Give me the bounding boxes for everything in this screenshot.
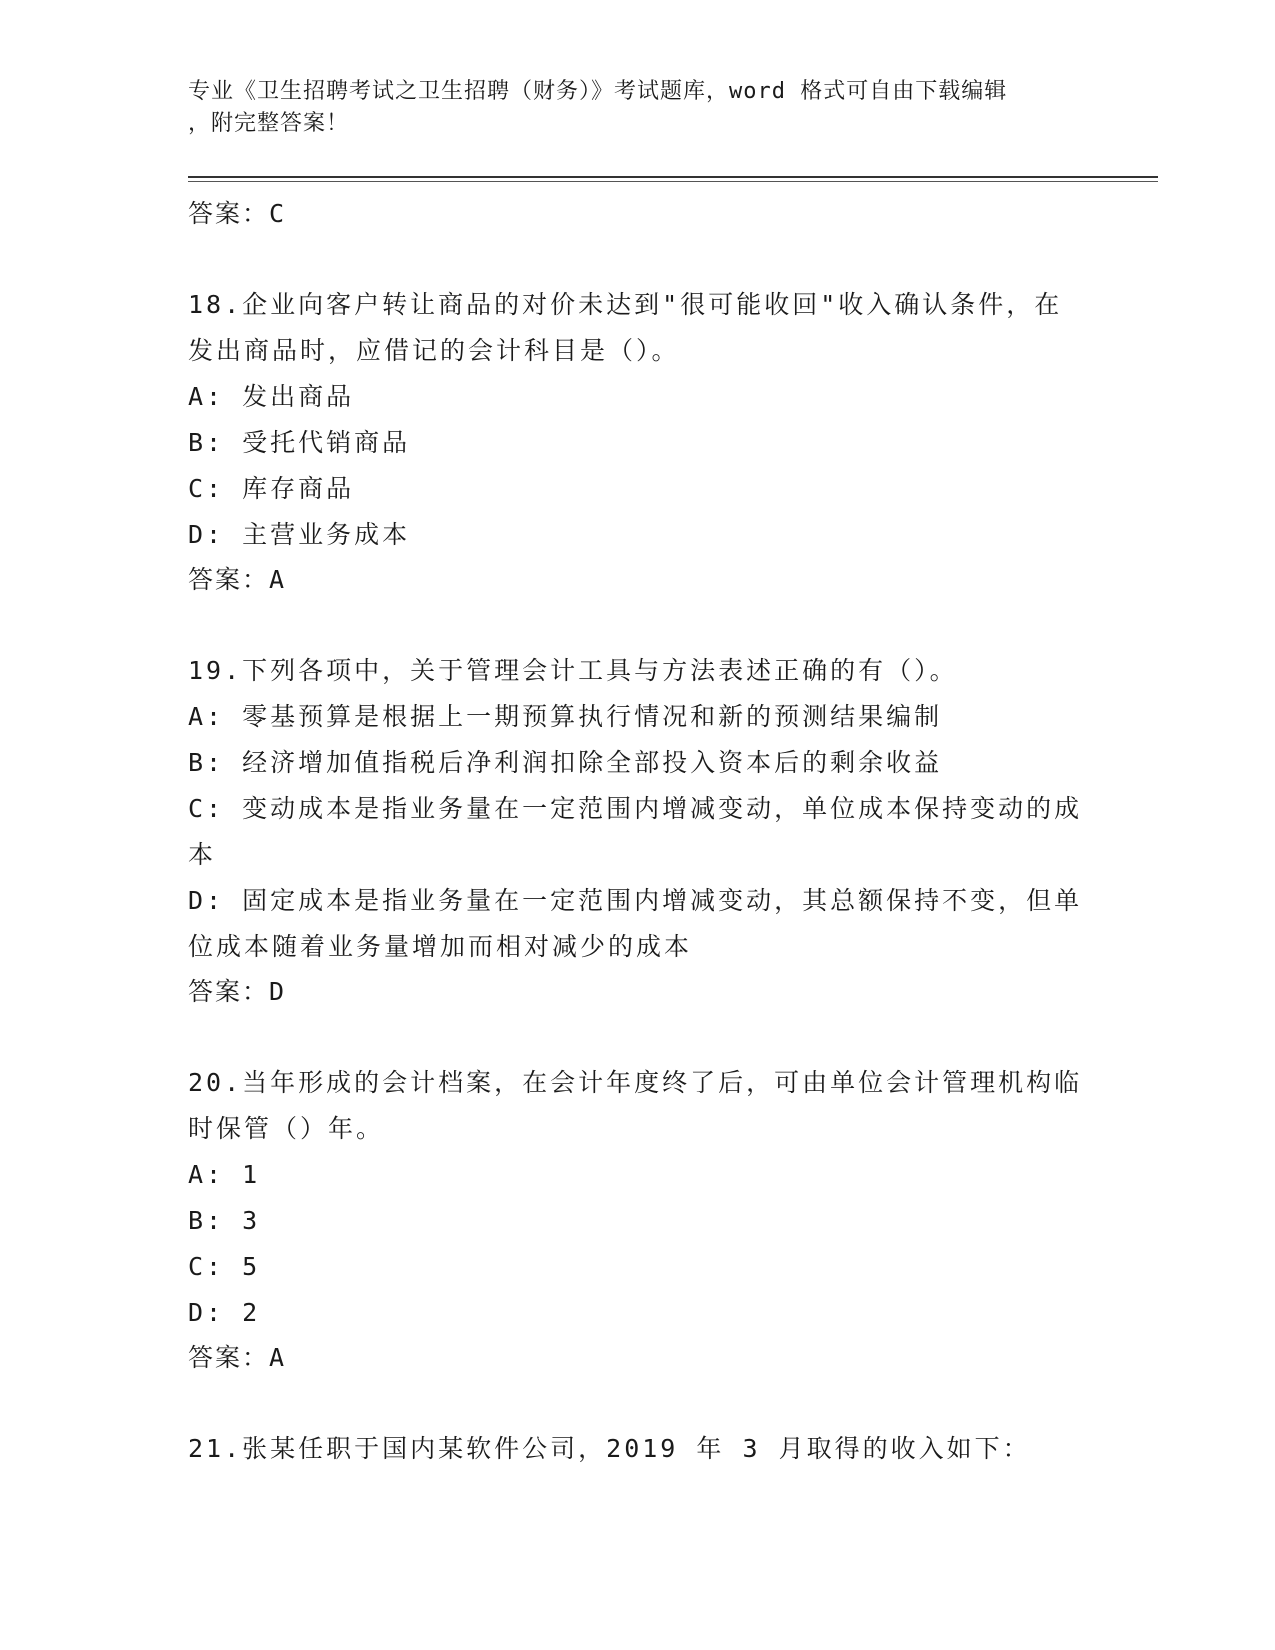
option-key: C: bbox=[188, 1252, 225, 1281]
option-text: 2 bbox=[242, 1298, 261, 1327]
option-key: D: bbox=[188, 1298, 225, 1327]
option-key: A: bbox=[188, 1160, 225, 1189]
option-text: 固定成本是指业务量在一定范围内增减变动，其总额保持不变，但单位成本随着业务量增加而相对减少的成本 bbox=[188, 886, 1083, 961]
option-text: 库存商品 bbox=[242, 474, 355, 503]
option-b bbox=[188, 740, 1088, 786]
option-key: A: bbox=[188, 702, 225, 731]
answer-value: D bbox=[269, 977, 287, 1006]
option-b bbox=[188, 420, 1088, 466]
option-key: B: bbox=[188, 748, 225, 777]
option-c bbox=[188, 466, 1088, 512]
question-18 bbox=[188, 282, 1088, 598]
answer-label: 答案： bbox=[188, 1343, 270, 1372]
option-b bbox=[188, 1198, 1088, 1244]
header-divider bbox=[188, 176, 1158, 178]
answer-value: A bbox=[269, 565, 287, 594]
option-key: A: bbox=[188, 382, 225, 411]
option-text: 发出商品 bbox=[242, 382, 355, 411]
option-d bbox=[188, 1290, 1088, 1336]
option-key: C: bbox=[188, 794, 225, 823]
question-text: 19.下列各项中，关于管理会计工具与方法表述正确的有（）。 bbox=[188, 656, 958, 685]
answer-line bbox=[188, 974, 1088, 1010]
option-text: 5 bbox=[242, 1252, 261, 1281]
answer-value: C bbox=[269, 199, 287, 228]
question-text: 21.张某任职于国内某软件公司，2019 年 3 月取得的收入如下： bbox=[188, 1434, 1031, 1463]
option-text: 零基预算是根据上一期预算执行情况和新的预测结果编制 bbox=[242, 702, 943, 731]
answer-label: 答案： bbox=[188, 977, 270, 1006]
option-text: 经济增加值指税后净利润扣除全部投入资本后的剩余收益 bbox=[242, 748, 943, 777]
option-key: D: bbox=[188, 520, 225, 549]
option-key: D: bbox=[188, 886, 225, 915]
question-text: 20.当年形成的会计档案，在会计年度终了后，可由单位会计管理机构临时保管（）年。 bbox=[188, 1068, 1083, 1143]
option-a bbox=[188, 694, 1088, 740]
option-c bbox=[188, 1244, 1088, 1290]
option-key: C: bbox=[188, 474, 225, 503]
option-text: 3 bbox=[242, 1206, 261, 1235]
option-text: 受托代销商品 bbox=[242, 428, 411, 457]
question-list bbox=[188, 192, 1088, 1472]
header-line-2: ，附完整答案！ bbox=[188, 111, 350, 136]
document-header bbox=[188, 76, 1088, 140]
option-c bbox=[188, 786, 1088, 878]
question-21 bbox=[188, 1426, 1088, 1472]
answer-value: A bbox=[269, 1343, 287, 1372]
header-divider-thin bbox=[188, 181, 1158, 182]
answer-line bbox=[188, 196, 1088, 232]
answer-line bbox=[188, 1340, 1088, 1376]
option-text: 变动成本是指业务量在一定范围内增减变动，单位成本保持变动的成本 bbox=[188, 794, 1083, 869]
question-text: 18.企业向客户转让商品的对价未达到"很可能收回"收入确认条件，在发出商品时，应借记的会计科目是（）。 bbox=[188, 290, 1063, 365]
answer-line bbox=[188, 562, 1088, 598]
question-19 bbox=[188, 648, 1088, 1010]
option-a bbox=[188, 1152, 1088, 1198]
option-text: 主营业务成本 bbox=[242, 520, 411, 549]
option-text: 1 bbox=[242, 1160, 261, 1189]
option-d bbox=[188, 512, 1088, 558]
option-key: B: bbox=[188, 428, 225, 457]
option-d bbox=[188, 878, 1088, 970]
answer-label: 答案： bbox=[188, 565, 270, 594]
answer-label: 答案： bbox=[188, 199, 270, 228]
question-20 bbox=[188, 1060, 1088, 1376]
option-key: B: bbox=[188, 1206, 225, 1235]
header-line-1: 专业《卫生招聘考试之卫生招聘（财务）》考试题库，word 格式可自由下载编辑 bbox=[188, 79, 1008, 104]
option-a bbox=[188, 374, 1088, 420]
